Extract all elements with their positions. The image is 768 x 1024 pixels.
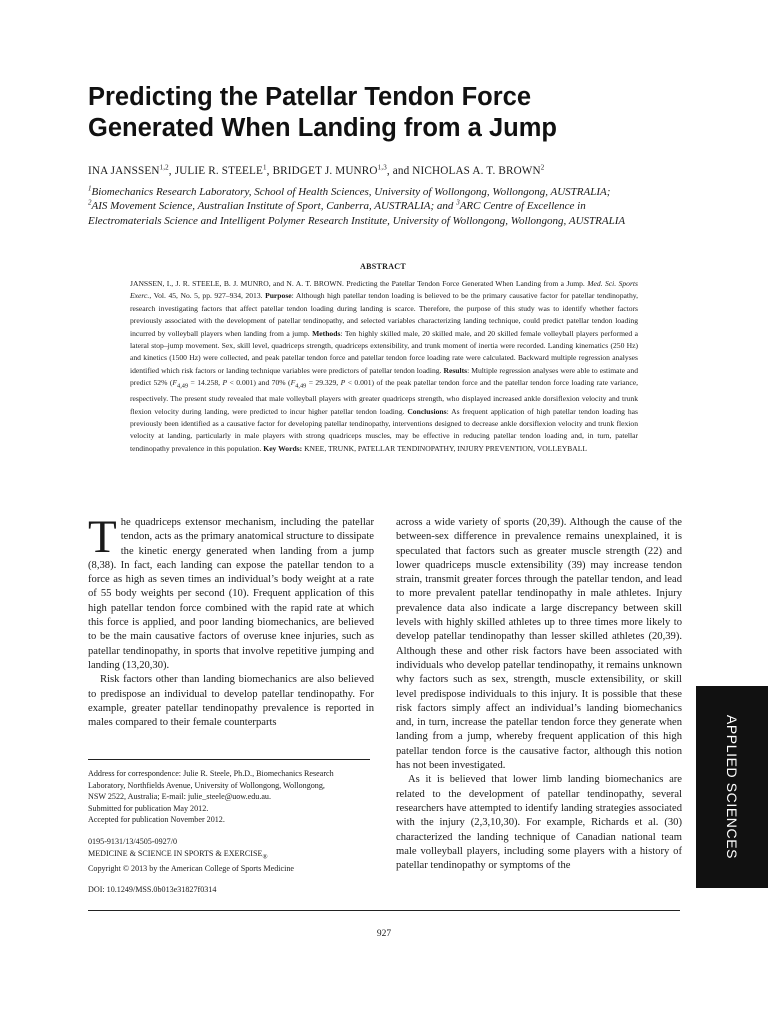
- conclusions-text: : As frequent application of high patellar tendon loading has previously been identified as a causative factor for developing patellar tendinopathy, interventions designed to decrease ankle dorsiflexion velocity and trunk flexion velocity at landing, particularly in male players with strong quadriceps muscles, may be effective in reducing patellar tendon loading and, in turn, patellar tendinopathy prevalence in this population.: [130, 406, 638, 453]
- body-paragraph: across a wide variety of sports (20,39). Although the cause of the between-sex difference in prevalence remains unexplained, it is speculated that factors such as greater muscle strength (22) and lower quadriceps muscle extensibility (39) may increase tendon strain, transmit greater forces through the patellar tendon, and lead to more prevalent patellar tendinopathy in male athletes. Injury prevalence data also indicate a large discrepancy between skill levels with highly skilled athletes up to three times more likely to develop patellar tendinopathy than lesser skilled athletes (20,39). Although these and other risk factors have been associated with individuals who develop patellar tendinopathy, it remains unknown why factors such as sex, strength, muscle extensibility, or skill level predispose individuals to this injury. It is possible that these risk factors simply affect an individual’s landing biomechanics and, in turn, increase the patellar tendon force they generate when landing from a jump, whereby frequent application of this high patellar tendon force is the causative factor, although this notion has not been investigated.: [396, 517, 682, 772]
- footnote-spacer: [88, 826, 378, 836]
- footnote-divider: [88, 759, 370, 760]
- drop-cap: T: [88, 511, 117, 563]
- conclusions-label: Conclusions: [407, 406, 447, 416]
- page-bottom-rule: [88, 910, 680, 911]
- author-name: , and NICHOLAS A. T. BROWN: [386, 165, 541, 177]
- affiliation-mark: 2: [88, 198, 92, 207]
- purpose-text: : Although high patellar tendon loading is believed to be the primary causative factor for patellar tendinopathy, research investigating factors that affect patellar tendon loading during landing is scarce. Therefore, the purpose of this study was to identify whether factors previously associated with the development of patellar tendinopathy, and selected variables characterizing landing technique, could predict patellar tendon loading incurred by volleyball players when landing from a jump.: [130, 291, 638, 338]
- footnote-line: Copyright © 2013 by the American College of Sports Medicine: [88, 863, 294, 873]
- title-line-2: Generated When Landing from a Jump: [88, 114, 557, 142]
- methods-text: : Ten highly skilled male, 20 skilled male, and 20 skilled female volleyball players performed a lateral stop–jump movement. Sex, skill level, quadriceps strength, quadriceps extensibility, and trunk moment of inertia were recorded. Landing kinematics (250 Hz) and kinetics (1500 Hz) were collected, and peak patellar tendon force and patellar tendon force loading rate were calculated. Backward multiple regression analyses identified which risk factors or landing technique variables were predictors of patellar tendon loading.: [130, 328, 639, 375]
- affiliation-mark: 1: [88, 184, 92, 193]
- footnote-block: [88, 768, 378, 896]
- affiliations: [88, 185, 688, 228]
- author-list: [88, 165, 688, 177]
- stat-symbol: P: [340, 378, 346, 388]
- article-title: [88, 82, 688, 144]
- keywords-label: Key Words:: [263, 443, 303, 453]
- footnote-line: DOI: 10.1249/MSS.0b013e31827f0314: [88, 885, 217, 895]
- abstract-citation: JANSSEN, I., J. R. STEELE, B. J. MUNRO, and N. A. T. BROWN. Predicting the Patellar Tendon Force Generated When Landing from a Jump.: [130, 279, 588, 288]
- section-tab: [696, 686, 768, 888]
- affiliation-text: AIS Movement Science, Australian Institute of Sport, Canberra, AUSTRALIA; and: [91, 200, 457, 213]
- author-affiliation-mark: 2: [540, 163, 545, 172]
- methods-label: Methods: [312, 328, 341, 338]
- results-label: Results: [443, 365, 468, 375]
- journal-name: Med. Sci. Sports Exerc.: [130, 279, 638, 301]
- results-text: = 29.329,: [306, 378, 341, 388]
- results-text: < 0.001) of the peak patellar tendon force and the patellar tendon force loading rate variance, respectively. The present study revealed that male volleyball players with greater quadriceps strength, who displayed increased ankle dorsiflexion velocity and trunk flexion velocity during landing, were predicted to incur higher patellar tendon loading.: [130, 378, 639, 416]
- author-name: , BRIDGET J. MUNRO: [266, 165, 378, 177]
- purpose-label: Purpose: [265, 291, 292, 301]
- body-column-left: [88, 511, 375, 730]
- affiliation-text: Electromaterials Science and Intelligent Polymer Research Institute, University of Wollongong, Wollongong, AUSTRALIA: [88, 214, 626, 227]
- page-number: 927: [376, 929, 392, 939]
- stat-subscript: 4,49: [177, 382, 189, 390]
- stat-symbol: F: [290, 378, 296, 388]
- affiliation-text: ARC Centre of Excellence in: [459, 200, 586, 213]
- section-tab-label: APPLIED SCIENCES: [724, 714, 740, 860]
- body-paragraph: Risk factors other than landing biomechanics are also believed to predispose an individual to develop patellar tendinopathy. For example, greater patellar tendinopathy prevalence is reported in males compared to their female counterparts: [88, 674, 374, 729]
- affiliation-mark: 3: [456, 198, 460, 207]
- keywords-text: KNEE, TRUNK, PATELLAR TENDINOPATHY, INJURY PREVENTION, VOLLEYBALL: [302, 443, 588, 453]
- title-line-1: Predicting the Patellar Tendon Force: [88, 83, 532, 111]
- results-text: < 0.001) and 70% (: [227, 378, 291, 388]
- results-text: : Multiple regression analyses were able to estimate and predict 52% (: [130, 365, 639, 388]
- footnote-line: Accepted for publication November 2012.: [88, 815, 225, 825]
- author-name: , JULIE R. STEELE: [168, 165, 264, 177]
- body-column-right: [396, 516, 682, 873]
- affiliation-text: Biomechanics Research Laboratory, School of Health Sciences, University of Wollongong, Wollongong, AUSTRALIA;: [91, 186, 611, 198]
- footnote-line: 0195-9131/13/4505-0927/0: [88, 836, 178, 846]
- stat-subscript: 4,49: [295, 382, 307, 390]
- footnote-line: Address for correspondence: Julie R. Steele, Ph.D., Biomechanics Research: [88, 769, 334, 778]
- author-name: INA JANSSEN: [88, 165, 160, 177]
- results-text: = 14.258,: [188, 378, 223, 388]
- author-affiliation-mark: 1: [263, 163, 267, 172]
- paragraph-text: he quadriceps extensor mechanism, including the patellar tendon, acts as the primary anatomical structure to dissipate the kinetic energy generated when landing from a jump (8,38). In fact, each landing can expose the patellar tendon to a force as high as seven times an individual’s body weight at a rate of 55 body weights per second (10). Frequent application of this high patellar tendon force combined with the rapid rate at which this force is applied, and poor landing biomechanics, are believed to be the main causative factors of overuse knee injuries, such as patellar tendinopathy, in sports that involve repetitive jumping and landing (13,20,30).: [88, 517, 375, 671]
- abstract-body: [130, 278, 638, 455]
- footnote-line: Submitted for publication May 2012.: [88, 803, 209, 813]
- footnote-line: [88, 848, 378, 863]
- footnote-line: Laboratory, Northfields Avenue, University of Wollongong, Wollongong,: [88, 780, 325, 790]
- footnote-line: NSW 2522, Australia; E-mail: julie_steele@uow.edu.au.: [88, 792, 272, 802]
- abstract-heading: ABSTRACT: [360, 262, 406, 271]
- stat-symbol: P: [222, 378, 228, 388]
- body-paragraph: As it is believed that lower limb landing biomechanics are related to the development of patellar tendinopathy, several researchers have attempted to identify landing strategies associated with the injury (2,3,10,30). For example, Richards et al. (30) characterized the landing technique of Canadian national team male volleyball players, including some players with a history of patellar tendinopathy or symptoms of the: [396, 774, 682, 872]
- registered-mark: ®: [262, 853, 268, 861]
- body-paragraph: [88, 511, 375, 673]
- footnote-spacer: [88, 874, 378, 884]
- author-affiliation-mark: 1,3: [377, 163, 387, 172]
- stat-symbol: F: [172, 378, 178, 388]
- journal-title: MEDICINE & SCIENCE IN SPORTS & EXERCISE: [88, 848, 263, 858]
- author-affiliation-mark: 1,2: [159, 163, 169, 172]
- abstract-citation-end: , Vol. 45, No. 5, pp. 927–934, 2013.: [149, 291, 266, 301]
